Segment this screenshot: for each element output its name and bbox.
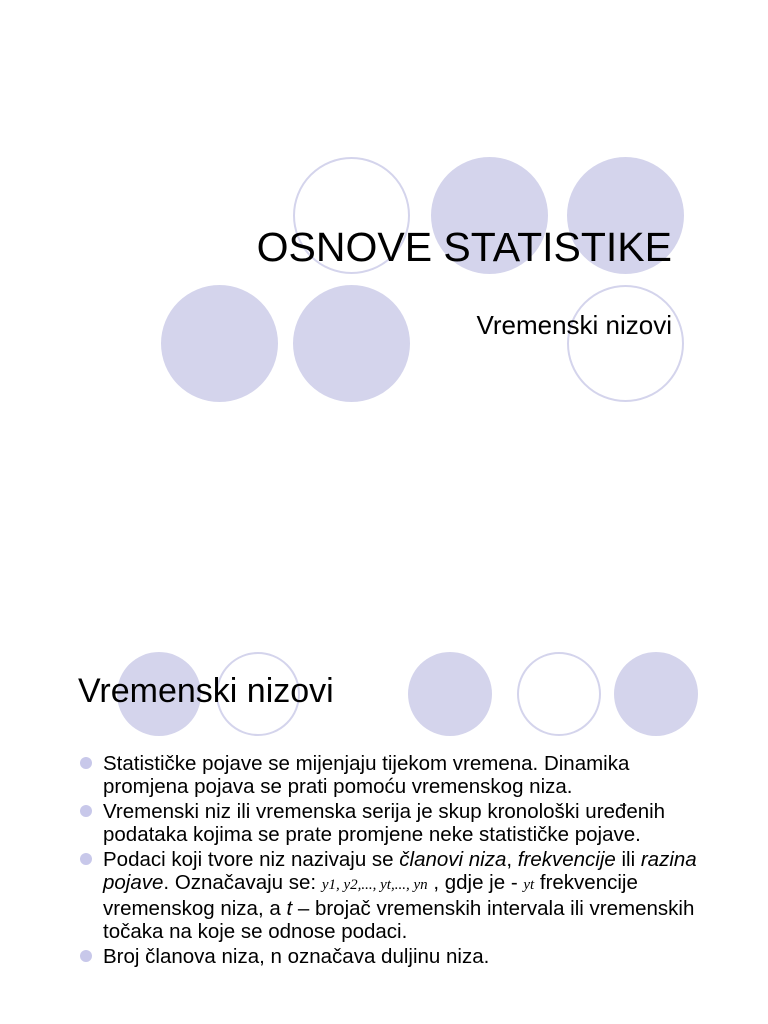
bullet-text-part: , bbox=[506, 848, 518, 871]
decor-circle-outline bbox=[517, 652, 601, 736]
bullet-emphasis: članovi niza bbox=[399, 848, 507, 871]
slide-heading: Vremenski nizovi bbox=[78, 672, 334, 710]
decor-circle-filled bbox=[408, 652, 492, 736]
bullet-dot-icon bbox=[80, 950, 92, 962]
bullet-item bbox=[78, 945, 718, 968]
bullet-emphasis: t bbox=[286, 897, 293, 920]
bullet-text-part: Podaci koji tvore niz nazivaju se bbox=[103, 848, 400, 871]
slide-title-heading: OSNOVE STATISTIKE bbox=[256, 224, 672, 270]
bullet-text-part: , gdje je - bbox=[427, 871, 524, 894]
bullet-text: Broj članova niza, n označava duljinu niza. bbox=[103, 945, 490, 968]
bullet-item bbox=[78, 848, 718, 943]
math-symbol: yt bbox=[523, 877, 535, 893]
bullet-emphasis: frekvencije bbox=[517, 848, 616, 871]
bullet-dot-icon bbox=[80, 757, 92, 769]
bullet-dot-icon bbox=[80, 853, 92, 865]
bullet-text-part: ili bbox=[615, 848, 641, 871]
bullet-list bbox=[78, 752, 718, 970]
decor-circle-filled bbox=[161, 285, 278, 402]
math-formula: y1, y2,..., yt,..., yn bbox=[321, 877, 428, 893]
bullet-dot-icon bbox=[80, 805, 92, 817]
bullet-text-part: – brojač vremenskih intervala ili vremenskih točaka na koje se odnose podaci. bbox=[103, 897, 695, 943]
bullet-text-part: frekvencije vremenskog niza, a bbox=[103, 871, 638, 920]
bullet-text: Vremenski niz ili vremenska serija je skup kronološki uređenih podataka kojima se prate promjene neke statističke pojave. bbox=[103, 800, 666, 846]
bullet-emphasis: razina pojave bbox=[103, 848, 697, 894]
bullet-item bbox=[78, 800, 718, 846]
bullet-text-part: . Označavaju se: bbox=[163, 871, 322, 894]
decor-circle-outline bbox=[567, 285, 684, 402]
decor-circle-filled bbox=[614, 652, 698, 736]
bullet-item bbox=[78, 752, 718, 798]
slide-content bbox=[0, 576, 768, 1024]
bullet-text: Statističke pojave se mijenjaju tijekom vremena. Dinamika promjena pojava se prati pomoću vremenskog niza. bbox=[103, 752, 630, 798]
slide-subtitle: Vremenski nizovi bbox=[476, 310, 672, 340]
decor-circle-filled bbox=[293, 285, 410, 402]
